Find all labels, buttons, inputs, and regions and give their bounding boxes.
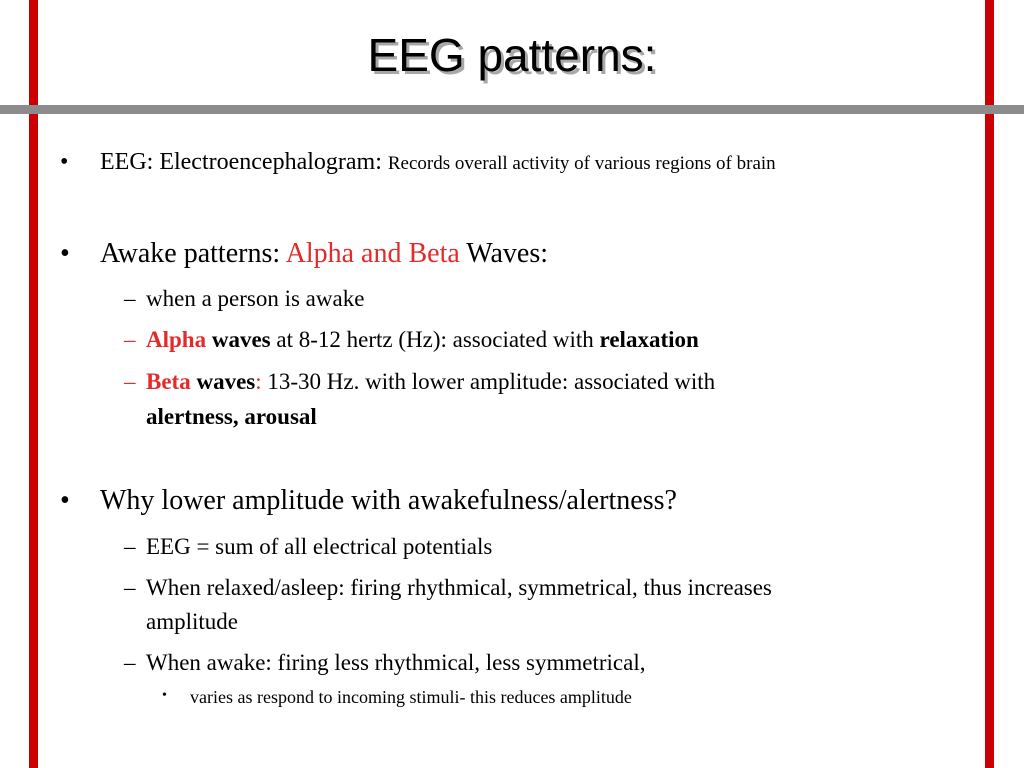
bullet-2-highlight: Alpha and Beta [285, 238, 460, 269]
dash-marker: – [124, 369, 136, 394]
sub-bullet-awake: when a person is awake [146, 286, 365, 311]
bullet-2-pre: Awake patterns: [100, 238, 286, 269]
slide-title: EEG patterns: [367, 29, 657, 81]
sub-sub-bullet-stimuli: varies as respond to incoming stimuli- this reduces amplitude [190, 687, 632, 707]
small-bullet-marker: • [162, 688, 167, 703]
beta-colon: : [255, 369, 262, 394]
bullet-2-marker: • [60, 238, 70, 269]
bullet-1-detail: Records overall activity of various regions of brain [387, 153, 776, 174]
sub-bullet-alpha [146, 328, 699, 351]
sub-bullet-relaxed-cont: amplitude [146, 609, 238, 634]
bullet-3-marker: • [60, 485, 70, 516]
beta-description: 13-30 Hz. with lower amplitude: associated with [261, 369, 716, 394]
bullet-1-marker: • [60, 149, 69, 175]
beta-waves-label: waves [196, 369, 256, 394]
bullet-3: Why lower amplitude with awakefulness/alertness? [100, 485, 677, 516]
left-red-border [29, 0, 38, 768]
beta-label: Beta [146, 369, 191, 394]
title-divider [0, 105, 1024, 114]
dash-marker: – [124, 650, 136, 675]
alpha-description: at 8-12 hertz (Hz): associated with [270, 327, 600, 352]
right-red-border [985, 0, 994, 768]
alpha-association: relaxation [599, 327, 699, 352]
bullet-1 [100, 150, 776, 174]
dash-marker: – [124, 286, 136, 311]
dash-marker: – [124, 534, 136, 559]
sub-bullet-awake-firing: When awake: firing less rhythmical, less symmetrical, [146, 650, 646, 675]
bullet-2-post: Waves: [459, 238, 548, 269]
sub-bullet-eeg-sum: EEG = sum of all electrical potentials [146, 534, 493, 559]
bullet-1-lead: EEG: Electroencephalogram: [100, 149, 382, 175]
beta-association: alertness, arousal [146, 404, 317, 429]
sub-bullet-beta [146, 370, 715, 393]
alpha-waves-label: waves [211, 327, 271, 352]
dash-marker: – [124, 575, 136, 600]
sub-bullet-relaxed: When relaxed/asleep: firing rhythmical, symmetrical, thus increases [146, 575, 772, 600]
dash-marker: – [124, 327, 136, 352]
bullet-2 [100, 240, 548, 268]
alpha-label: Alpha [146, 327, 207, 352]
